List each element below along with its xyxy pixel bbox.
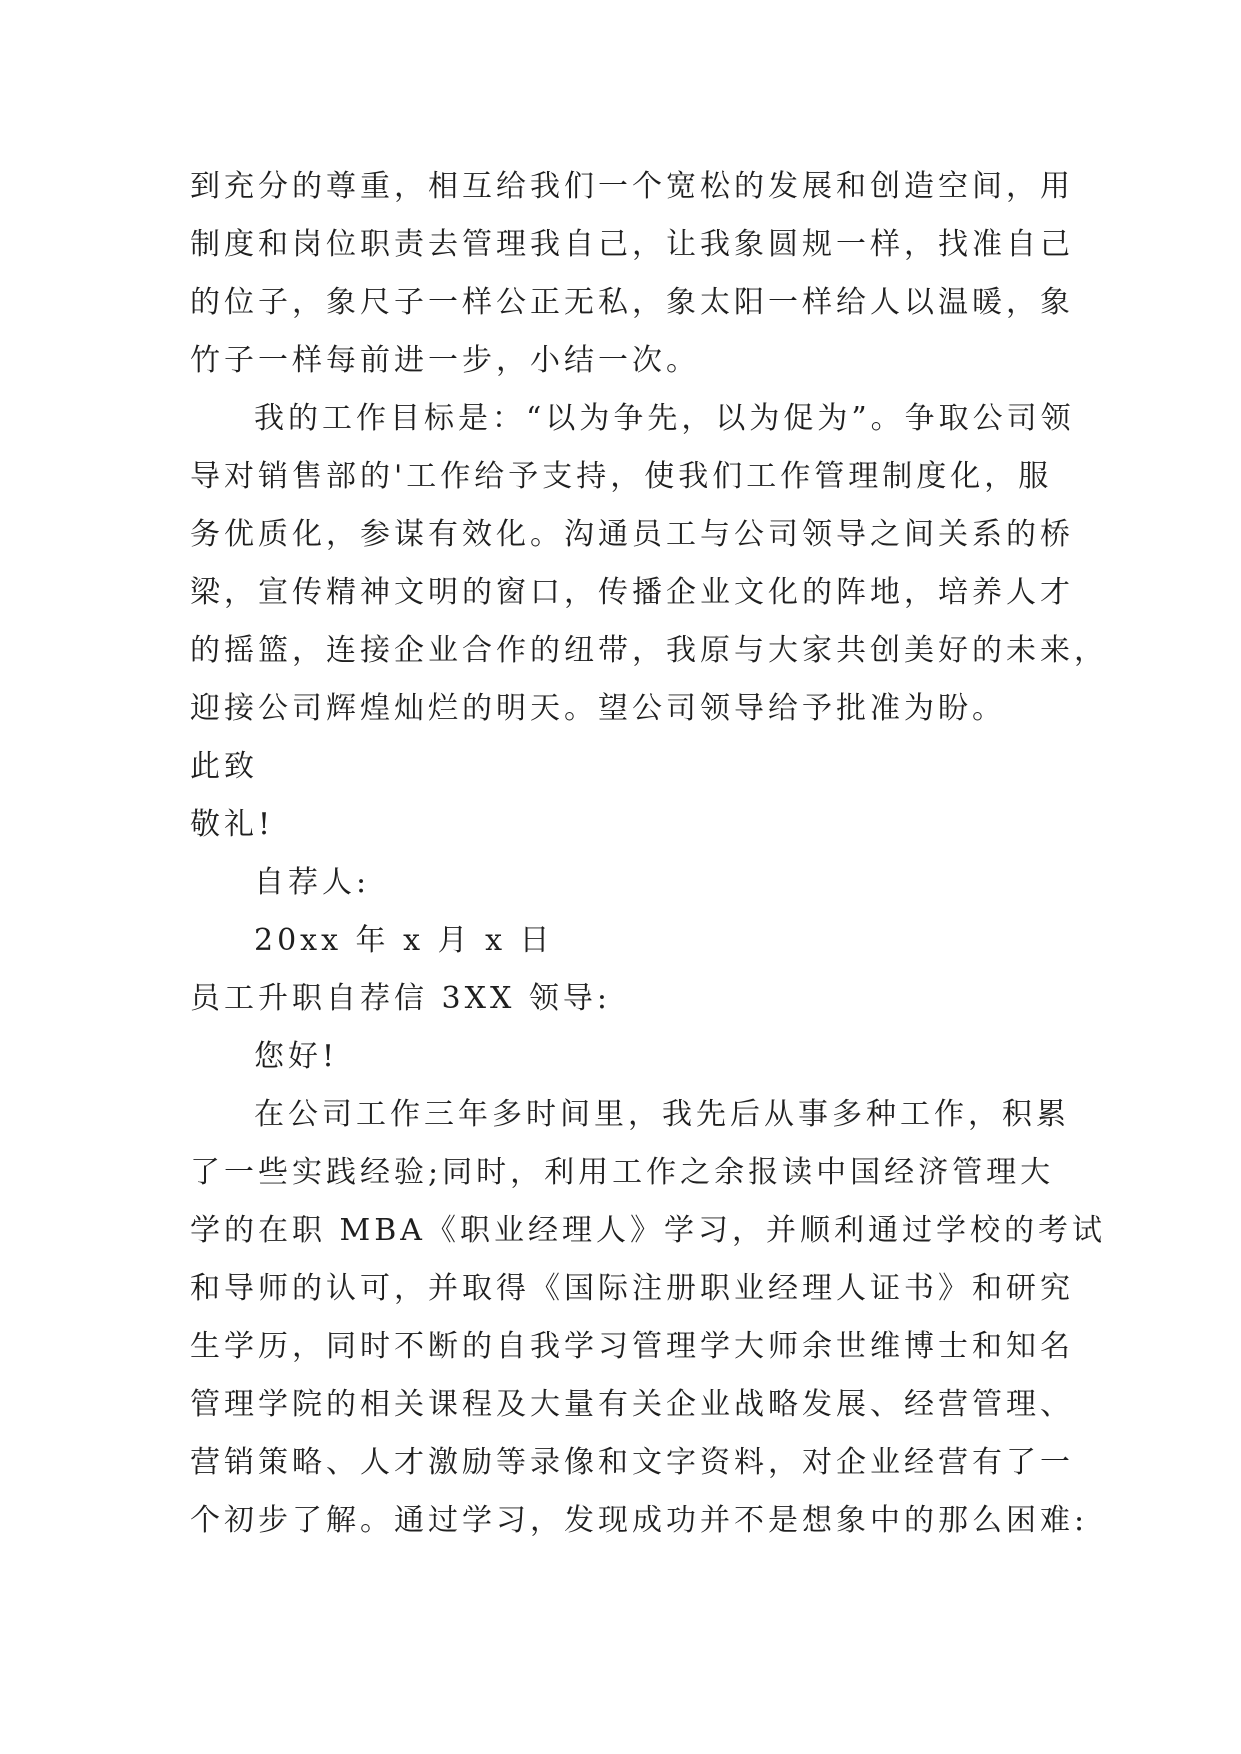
- closing-salutation: 此致: [190, 749, 258, 784]
- text-line: 的位子，象尺子一样公正无私，象太阳一样给人以温暖，象: [190, 285, 1074, 320]
- text-line: 竹子一样每前进一步，小结一次。: [190, 343, 700, 378]
- text-line: 制度和岗位职责去管理我自己，让我象圆规一样，找准自己: [190, 227, 1074, 262]
- text-line: 学的在职 MBA《职业经理人》学习，并顺利通过学校的考试: [190, 1213, 1106, 1248]
- text-line: 梁，宣传精神文明的窗口，传播企业文化的阵地，培养人才: [190, 575, 1074, 610]
- text-line: 到充分的尊重，相互给我们一个宽松的发展和创造空间，用: [190, 169, 1074, 204]
- document-body: [190, 158, 1108, 1550]
- closing-respect: 敬礼!: [190, 807, 275, 842]
- signature-label: 自荐人:: [254, 865, 371, 900]
- text-line: 迎接公司辉煌灿烂的明天。望公司领导给予批准为盼。: [190, 691, 1006, 726]
- text-line: 的摇篮，连接企业合作的纽带，我原与大家共创美好的未来，: [190, 633, 1108, 668]
- text-line: 务优质化，参谋有效化。沟通员工与公司领导之间关系的桥: [190, 517, 1074, 552]
- text-line: 营销策略、人才激励等录像和文字资料，对企业经营有了一: [190, 1445, 1074, 1480]
- text-line: 生学历，同时不断的自我学习管理学大师余世维博士和知名: [190, 1329, 1074, 1364]
- date-line: 20xx 年 x 月 x 日: [254, 923, 554, 958]
- greeting: 您好!: [254, 1039, 339, 1074]
- text-line: 在公司工作三年多时间里，我先后从事多种工作，积累: [254, 1097, 1070, 1132]
- text-line: 了一些实践经验;同时，利用工作之余报读中国经济管理大: [190, 1155, 1055, 1190]
- text-line: 导对销售部的'工作给予支持，使我们工作管理制度化，服: [190, 459, 1053, 494]
- text-line: 管理学院的相关课程及大量有关企业战略发展、经营管理、: [190, 1387, 1074, 1422]
- text-line: 个初步了解。通过学习，发现成功并不是想象中的那么困难:: [190, 1503, 1089, 1538]
- text-line: 我的工作目标是：“以为争先，以为促为”。争取公司领: [254, 401, 1075, 436]
- text-line: 和导师的认可，并取得《国际注册职业经理人证书》和研究: [190, 1271, 1074, 1306]
- section-heading: 员工升职自荐信 3XX 领导:: [190, 981, 611, 1016]
